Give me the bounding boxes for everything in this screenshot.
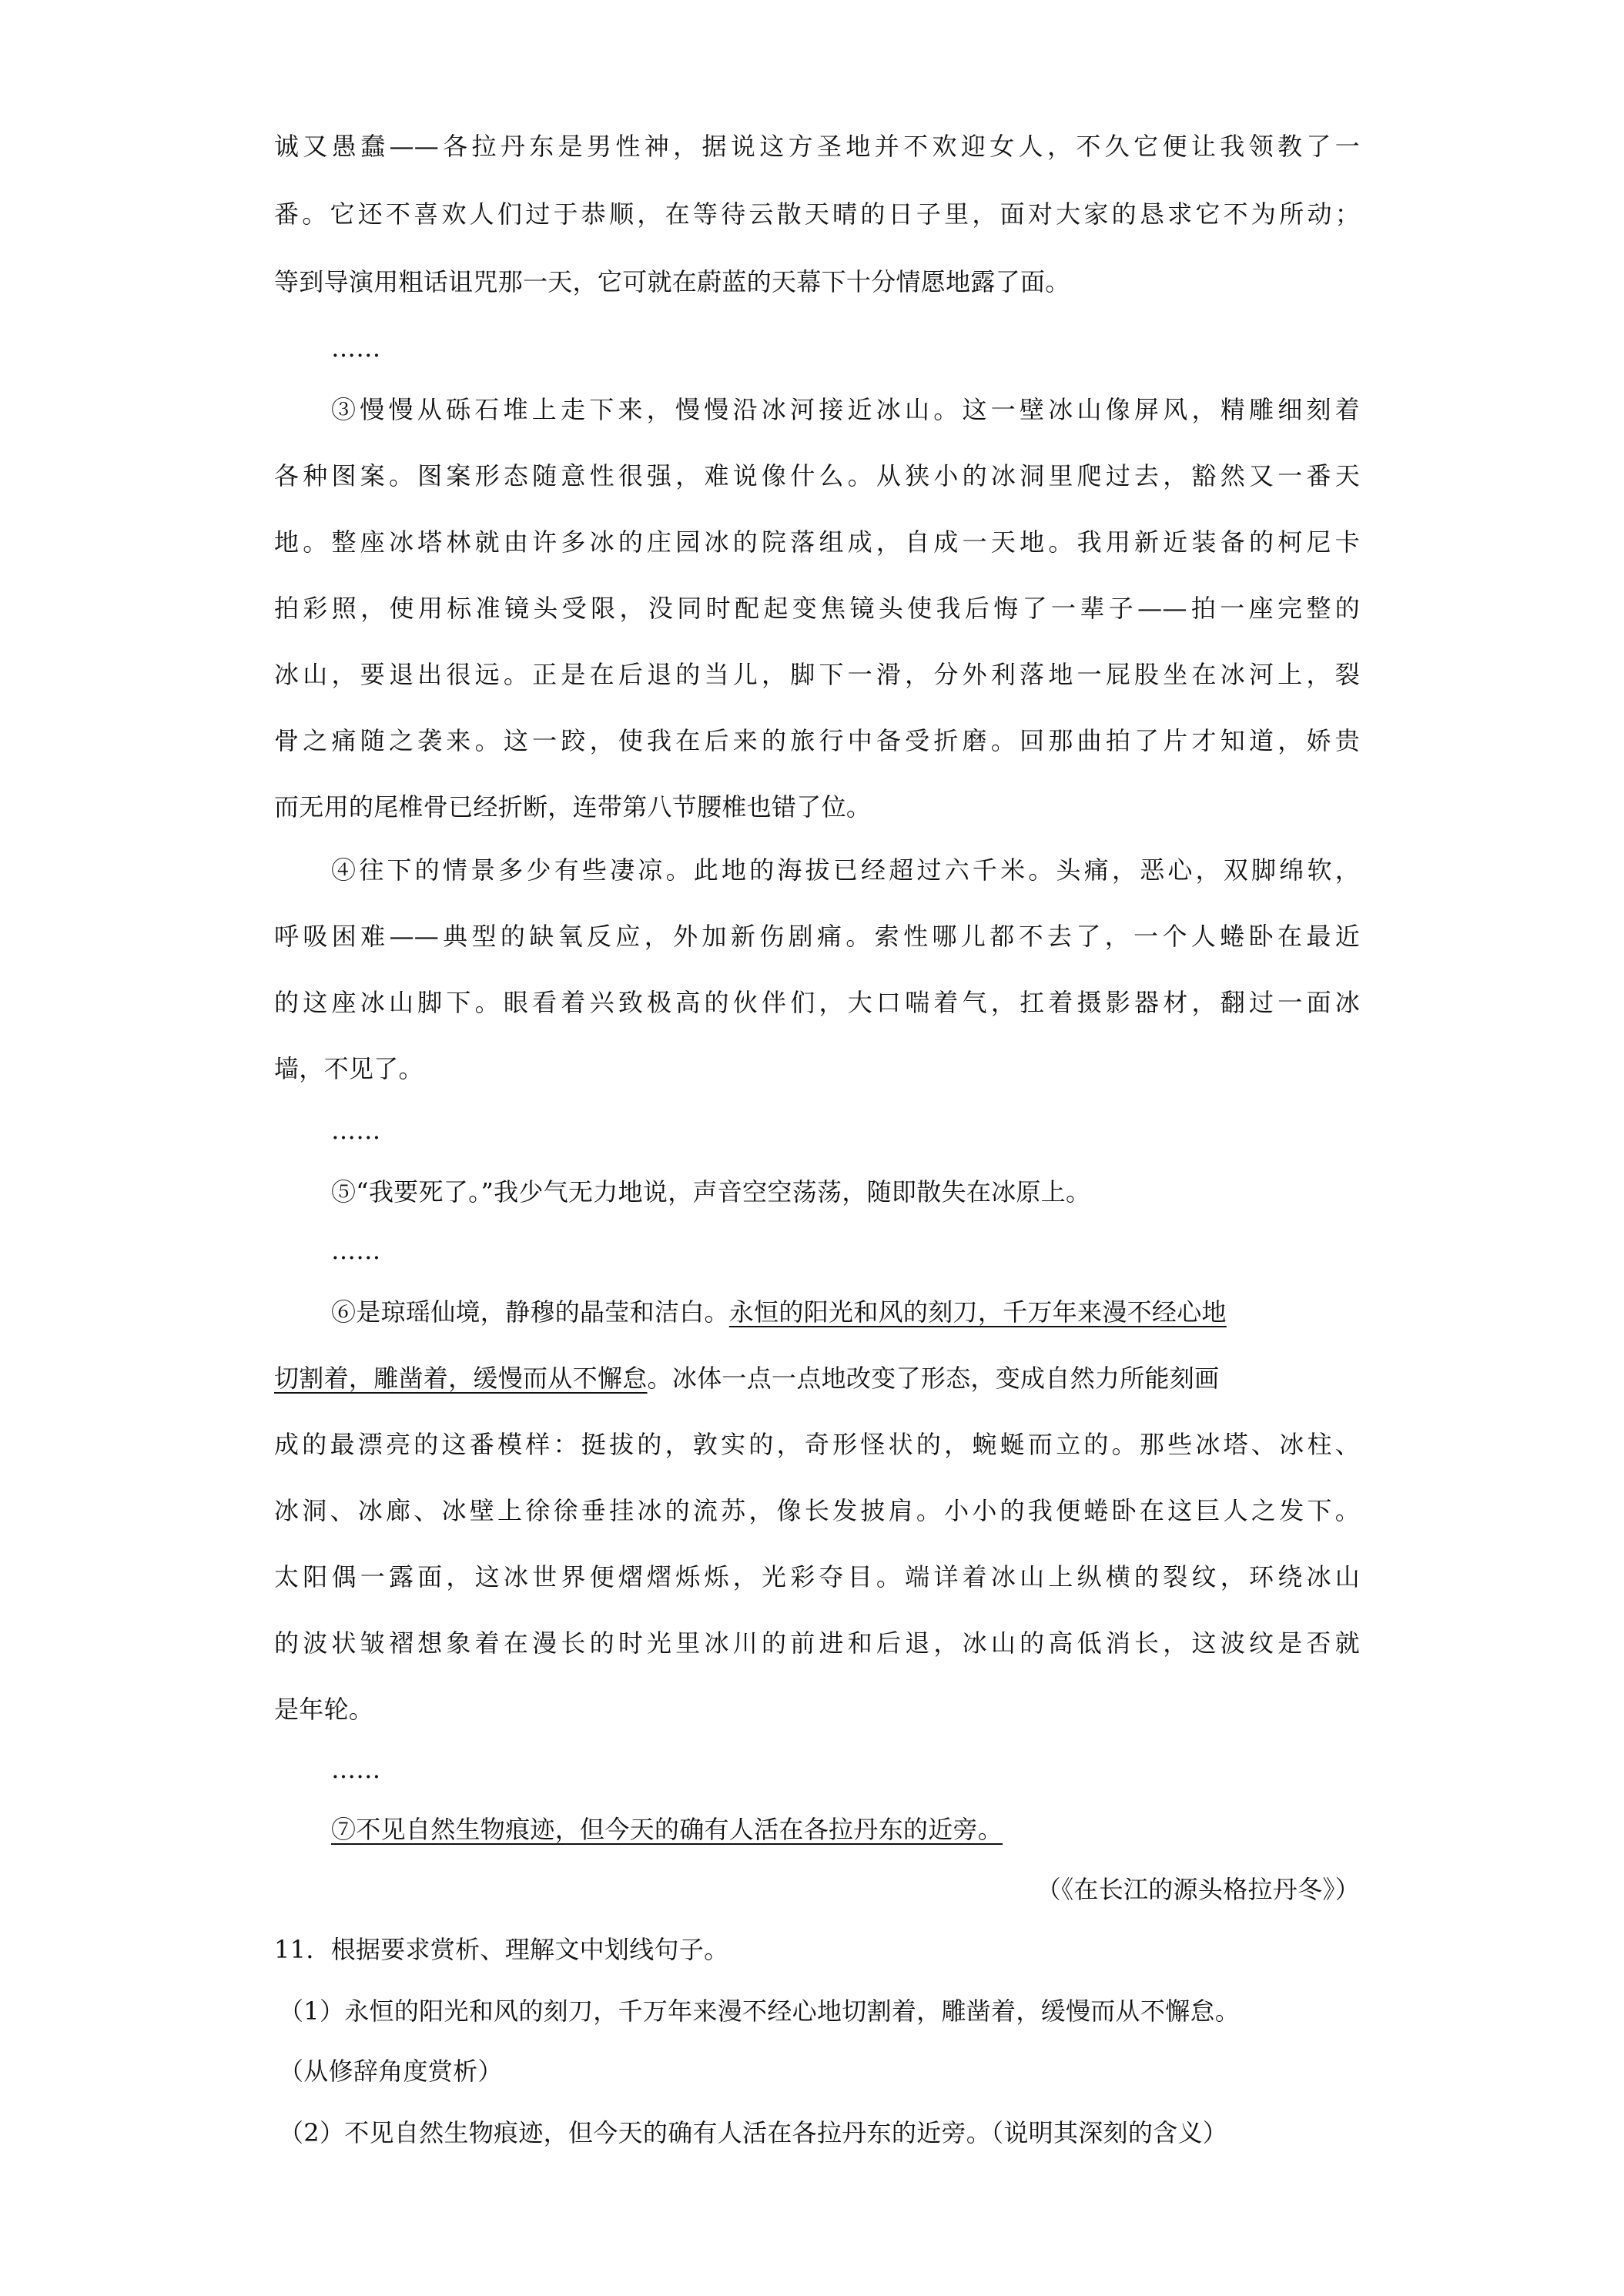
underlined-sentence-1-cont: 切割着，雕凿着，缓慢而从不懈怠 — [274, 1364, 648, 1393]
paragraph-6-line: 的波状皱褶想象着在漫长的时光里冰川的前进和后退，冰山的高低消长，这波纹是否就 — [274, 1628, 1360, 1658]
passage-line: 番。它还不喜欢人们过于恭顺，在等待云散天晴的日子里，面对大家的恳求它不为所动； — [274, 199, 1360, 229]
paragraph-3-line: 各种图案。图案形态随意性很强，难说像什么。从狭小的冰洞里爬过去，豁然又一番天 — [274, 461, 1360, 490]
ellipsis: …… — [331, 1755, 381, 1784]
paragraph-6-line — [331, 1295, 1360, 1329]
paragraph-6-line: 是年轮。 — [274, 1695, 374, 1724]
passage-line: 等到导演用粗话诅咒那一天，它可就在蔚蓝的天幕下十分情愿地露了面。 — [274, 267, 1070, 296]
question-item-1: （1）永恒的阳光和风的刻刀，千万年来漫不经心地切割着，雕凿着，缓慢而从不懈怠。 — [279, 1996, 1241, 2026]
underlined-sentence-1: 永恒的阳光和风的刻刀，千万年来漫不经心地 — [728, 1297, 1227, 1327]
paragraph-3-line: ③慢慢从砾石堆上走下来，慢慢沿冰河接近冰山。这一壁冰山像屏风，精雕细刻着 — [331, 395, 1360, 424]
question-item-1-hint: （从修辞角度赏析） — [279, 2057, 503, 2086]
paragraph-6-line: 成的最漂亮的这番模样：挺拔的，敦实的，奇形怪状的，蜿蜒而立的。那些冰塔、冰柱、 — [274, 1430, 1360, 1459]
paragraph-6-line — [274, 1361, 1360, 1395]
paragraph-3-line: 而无用的尾椎骨已经折断，连带第八节腰椎也错了位。 — [274, 792, 872, 822]
paragraph-7-line — [331, 1812, 1360, 1846]
paragraph-3-line: 拍彩照，使用标准镜头受限，没同时配起变焦镜头使我后悔了一辈子——拍一座完整的 — [274, 594, 1360, 623]
ellipsis: …… — [331, 1116, 381, 1145]
ellipsis: …… — [331, 1236, 381, 1265]
paragraph-4-line: ④往下的情景多少有些凄凉。此地的海拔已经超过六千米。头痛，恶心，双脚绵软， — [331, 855, 1360, 885]
paragraph-5-line: ⑤“我要死了。”我少气无力地说，声音空空荡荡，随即散失在冰原上。 — [331, 1177, 1091, 1207]
paragraph-3-line: 地。整座冰塔林就由许多冰的庄园冰的院落组成，自成一天地。我用新近装备的柯尼卡 — [274, 527, 1360, 557]
source-citation: （《在长江的源头格拉丹冬》） — [1036, 1875, 1360, 1904]
paragraph-6-text: ⑥是琼瑶仙境，静穆的晶莹和洁白。 — [331, 1297, 729, 1327]
paragraph-4-line: 的这座冰山脚下。眼看着兴致极高的伙伴们，大口喘着气，扛着摄影器材，翻过一面冰 — [274, 988, 1360, 1017]
paragraph-3-line: 骨之痛随之袭来。这一跤，使我在后来的旅行中备受折磨。回那曲拍了片才知道，娇贵 — [274, 726, 1360, 755]
question-stem: 11．根据要求赏析、理解文中划线句子。 — [274, 1935, 729, 1964]
question-item-2: （2）不见自然生物痕迹，但今天的确有人活在各拉丹东的近旁。（说明其深刻的含义） — [279, 2118, 1228, 2147]
paragraph-6-text: 。冰体一点一点地改变了形态，变成自然力所能刻画 — [647, 1364, 1220, 1393]
paragraph-6-line: 太阳偶一露面，这冰世界便熠熠烁烁，光彩夺目。端详着冰山上纵横的裂纹，环绕冰山 — [274, 1562, 1360, 1591]
underlined-sentence-2: ⑦不见自然生物痕迹，但今天的确有人活在各拉丹东的近旁。 — [331, 1815, 1003, 1844]
paragraph-4-line: 呼吸困难——典型的缺氧反应，外加新伤剧痛。索性哪儿都不去了，一个人蜷卧在最近 — [274, 922, 1360, 951]
paragraph-4-line: 墙，不见了。 — [274, 1054, 424, 1083]
ellipsis: …… — [331, 333, 381, 363]
passage-line: 诚又愚蠢——各拉丹东是男性神，据说这方圣地并不欢迎女人，不久它便让我领教了一 — [274, 132, 1360, 161]
paragraph-3-line: 冰山，要退出很远。正是在后退的当儿，脚下一滑，分外利落地一屁股坐在冰河上，裂 — [274, 660, 1360, 689]
paragraph-6-line: 冰洞、冰廊、冰壁上徐徐垂挂冰的流苏，像长发披肩。小小的我便蜷卧在这巨人之发下。 — [274, 1496, 1360, 1525]
